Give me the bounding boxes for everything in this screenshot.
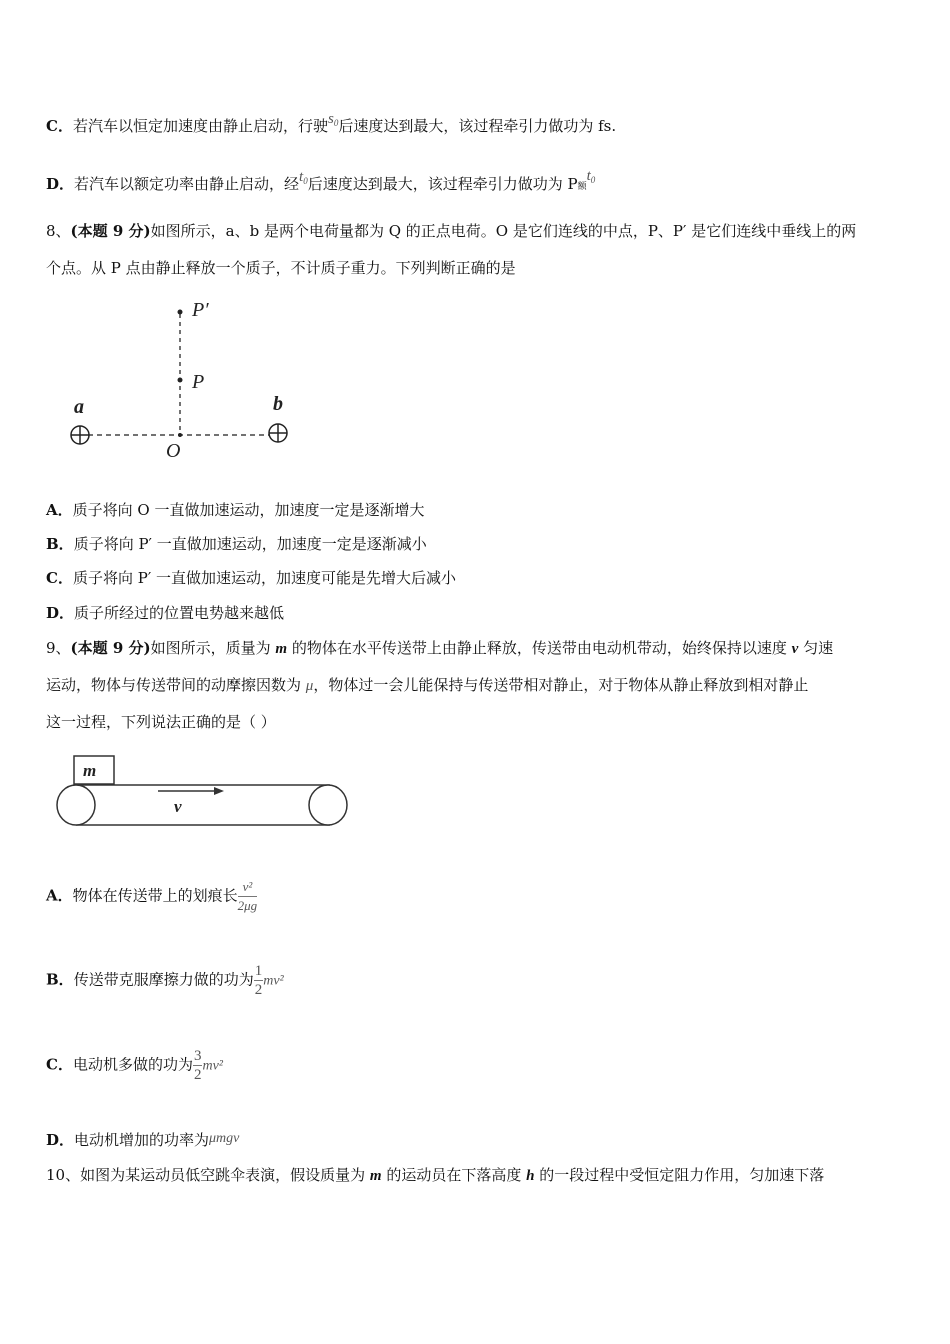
q8-stem-line-2 <box>46 258 516 278</box>
question-text: 匀速 <box>798 639 834 657</box>
option-label: D． <box>46 175 75 193</box>
question-header: (本题 9 分) <box>70 639 151 657</box>
q9-option-b <box>46 962 284 999</box>
q9-option-d <box>46 1130 239 1152</box>
fraction-denominator: 2 <box>193 1067 202 1083</box>
left-pulley <box>57 785 95 825</box>
option-text: 传送带克服摩擦力做的功为 <box>73 970 254 989</box>
question-text: ，物体过一会儿能保持与传送带相对静止，对于物体从静止释放到相对静止 <box>313 676 809 694</box>
question-text: 如图所示，质量为 <box>150 639 276 657</box>
option-label: B． <box>46 970 74 989</box>
question-text: 的一段过程中受恒定阻力作用，匀加速下落 <box>534 1166 825 1184</box>
q9-stem-line-3 <box>46 712 276 732</box>
option-text: 若汽车以恒定加速度由静止启动，行驶 <box>72 117 328 135</box>
var-m: m <box>369 1168 382 1184</box>
option-label: A． <box>46 886 73 905</box>
question-text: 如图所示，a、b 是两个电荷量都为 Q 的正点电荷。O 是它们连线的中点，P、P′ 是它们连线中垂线上的两 <box>150 222 857 240</box>
math-expression: mv² <box>202 1058 223 1074</box>
option-text: 电动机多做的功为 <box>72 1055 193 1074</box>
option-label: C． <box>46 569 73 587</box>
q8-option-c <box>46 568 456 588</box>
option-label: D． <box>46 1131 75 1149</box>
option-text-2: 后速度达到最大，该过程牵引力做功为 fs. <box>338 117 617 135</box>
math-expression: mv² <box>263 973 284 989</box>
fraction-denominator: 2μg <box>237 898 258 913</box>
q10-stem-line-1 <box>46 1165 824 1186</box>
label-a: a <box>74 396 84 418</box>
q8-option-d <box>46 603 284 623</box>
q7-option-c <box>46 111 617 141</box>
subscript: 额 <box>577 182 587 192</box>
option-text: 质子将向 O 一直做加速运动，加速度一定是逐渐增大 <box>72 501 425 519</box>
var-v: v <box>791 641 799 657</box>
option-text: 电动机增加的功率为 <box>74 1131 210 1149</box>
question-number: 8、 <box>46 222 71 240</box>
math-symbol: $s_0$ <box>327 111 339 128</box>
arrow-head-icon <box>214 787 224 795</box>
label-p: P <box>192 371 205 393</box>
math-symbol: $t_0$ <box>299 169 308 186</box>
question-text: 如图为某运动员低空跳伞表演，假设质量为 <box>80 1166 370 1184</box>
charge-a-icon <box>71 426 89 444</box>
option-label: A． <box>46 501 73 519</box>
option-text: 质子将向 P′ 一直做加速运动，加速度一定是逐渐减小 <box>73 535 427 553</box>
point-p-prime <box>178 310 183 315</box>
fraction <box>254 962 264 999</box>
question-text: 个点。从 P 点由静止释放一个质子，不计质子重力。下列判断正确的是 <box>46 259 516 277</box>
option-text: 质子所经过的位置电势越来越低 <box>74 604 285 622</box>
q8-stem-line-1 <box>46 221 856 241</box>
point-p <box>178 378 183 383</box>
label-b: b <box>273 393 283 415</box>
fraction-numerator: 3 <box>193 1048 202 1064</box>
charge-b-icon <box>269 424 287 442</box>
q7-option-d <box>46 168 596 199</box>
question-number: 9、 <box>46 639 71 657</box>
q9-conveyor-figure <box>52 752 354 832</box>
var-mu: μ <box>305 678 314 694</box>
option-text: 物体在传送带上的划痕长 <box>72 886 238 905</box>
q8-option-b <box>46 534 427 554</box>
q9-option-a <box>46 878 257 915</box>
point-o <box>178 433 182 437</box>
label-m: m <box>83 761 97 780</box>
label-o: O <box>166 440 181 462</box>
q8-figure <box>60 292 310 467</box>
math-expression: μmgv <box>209 1131 240 1146</box>
question-text: 运动，物体与传送带间的动摩擦因数为 <box>46 676 306 694</box>
option-label: D． <box>46 604 75 622</box>
option-text-2: 后速度达到最大，该过程牵引力做功为 P <box>307 175 578 193</box>
question-text: 的运动员在下落高度 <box>381 1166 527 1184</box>
q8-option-a <box>46 500 424 520</box>
option-text: 质子将向 P′ 一直做加速运动，加速度可能是先增大后减小 <box>72 569 456 587</box>
option-label: C． <box>46 1055 73 1074</box>
q9-stem-line-1 <box>46 638 833 659</box>
label-p-prime: P′ <box>192 299 209 321</box>
question-number: 10、 <box>46 1166 81 1184</box>
option-text: 若汽车以额定功率由静止启动，经 <box>74 175 300 193</box>
var-m: m <box>275 641 288 657</box>
label-v: v <box>174 797 182 816</box>
option-label: C． <box>46 117 73 135</box>
fraction-numerator: v² <box>238 878 258 897</box>
q9-option-c <box>46 1047 223 1084</box>
q9-stem-line-2 <box>46 675 808 696</box>
question-header: (本题 9 分) <box>70 222 151 240</box>
var-h: h <box>526 1168 535 1184</box>
fraction <box>238 878 258 915</box>
fraction-numerator: 1 <box>254 963 263 979</box>
right-pulley <box>309 785 347 825</box>
question-text: 这一过程，下列说法正确的是（ ） <box>46 713 276 731</box>
math-symbol-2: $t_0$ <box>586 168 596 185</box>
option-label: B． <box>46 535 74 553</box>
fraction-denominator: 2 <box>254 982 263 998</box>
question-text: 的物体在水平传送带上由静止释放，传送带由电动机带动，始终保持以速度 <box>287 639 792 657</box>
